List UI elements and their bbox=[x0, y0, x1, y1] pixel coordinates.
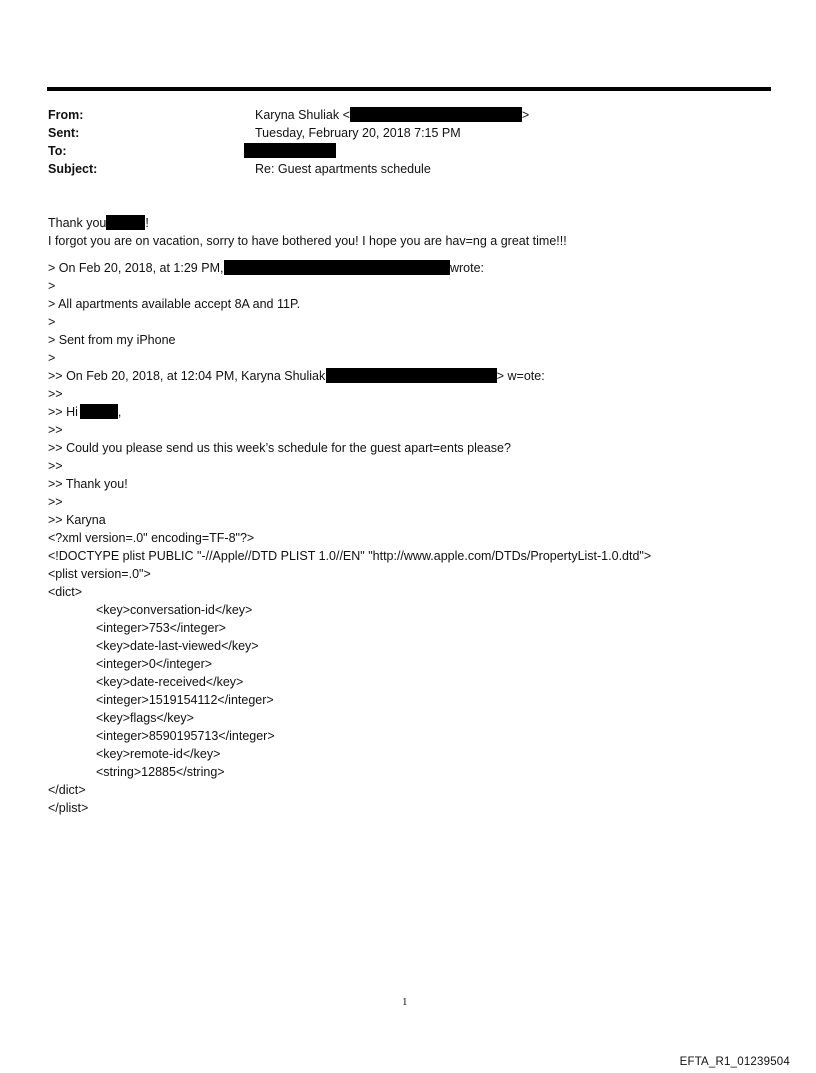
quote-line: > Sent from my iPhone bbox=[48, 333, 176, 347]
plist-line: <plist version=.0"> bbox=[48, 567, 151, 581]
quote-line: >> Karyna bbox=[48, 513, 106, 527]
from-name: Karyna Shuliak bbox=[255, 108, 340, 122]
subject-row bbox=[48, 160, 748, 178]
plist-line: <?xml version=.0" encoding=TF-8"?> bbox=[48, 531, 255, 545]
quote-line: >> bbox=[48, 459, 63, 473]
plist-entry: <key>date-received</key> bbox=[96, 675, 244, 689]
quote-line: >> Could you please send us this week’s schedule for the guest apart=ents please? bbox=[48, 441, 511, 455]
redaction-box bbox=[80, 404, 118, 419]
document-id: EFTA_R1_01239504 bbox=[679, 1056, 790, 1068]
redaction-box bbox=[106, 215, 145, 230]
page-number: 1 bbox=[402, 996, 408, 1008]
redaction-box bbox=[224, 260, 450, 275]
quote-text: >> Hi bbox=[48, 405, 78, 419]
quote-line: > bbox=[48, 279, 56, 293]
quote-text: > On Feb 20, 2018, at 1:29 PM, bbox=[48, 261, 224, 275]
body-line: I forgot you are on vacation, sorry to have bothered you! I hope you are hav=ng a great time!!! bbox=[48, 234, 567, 248]
header-rule bbox=[47, 87, 771, 91]
quote-text: > w=ote: bbox=[496, 369, 545, 383]
from-open-bracket: < bbox=[342, 108, 350, 122]
quote-text: , bbox=[117, 405, 122, 419]
quote-line bbox=[48, 403, 788, 421]
quote-line: > bbox=[48, 351, 56, 365]
quote-text: wrote: bbox=[449, 261, 484, 275]
plist-entry: <integer>0</integer> bbox=[96, 657, 213, 671]
sent-label: Sent: bbox=[48, 126, 80, 140]
quote-line: >> bbox=[48, 387, 63, 401]
plist-entry: <key>conversation-id</key> bbox=[96, 603, 253, 617]
email-header bbox=[48, 106, 748, 178]
plist-line: </plist> bbox=[48, 801, 89, 815]
sent-row bbox=[48, 124, 748, 142]
from-row bbox=[48, 106, 748, 124]
email-body bbox=[48, 214, 788, 817]
quote-line bbox=[48, 367, 788, 385]
plist-entry: <key>flags</key> bbox=[96, 711, 194, 725]
subject-value: Re: Guest apartments schedule bbox=[255, 162, 431, 176]
plist-entry: <key>date-last-viewed</key> bbox=[96, 639, 259, 653]
to-label: To: bbox=[48, 144, 67, 158]
plist-line: <!DOCTYPE plist PUBLIC "-//Apple//DTD PLIST 1.0//EN" "http://www.apple.com/DTDs/PropertyList-1.0.dtd"> bbox=[48, 549, 652, 563]
thank-you-end: ! bbox=[145, 216, 149, 230]
from-label: From: bbox=[48, 108, 84, 122]
redaction-box bbox=[350, 107, 522, 122]
quote-line bbox=[48, 259, 788, 277]
from-value bbox=[255, 106, 748, 124]
quote-line: >> bbox=[48, 423, 63, 437]
quote-line: >> bbox=[48, 495, 63, 509]
quote-line: > All apartments available accept 8A and 11P. bbox=[48, 297, 301, 311]
quote-line: > bbox=[48, 315, 56, 329]
quote-text: >> On Feb 20, 2018, at 12:04 PM, Karyna Shuliak bbox=[48, 369, 326, 383]
plist-entry: <key>remote-id</key> bbox=[96, 747, 221, 761]
plist-entry: <integer>8590195713</integer> bbox=[96, 729, 275, 743]
quote-line: >> Thank you! bbox=[48, 477, 128, 491]
plist-line: </dict> bbox=[48, 783, 86, 797]
from-close-bracket: > bbox=[521, 108, 530, 122]
plist-entry: <string>12885</string> bbox=[96, 765, 225, 779]
subject-label: Subject: bbox=[48, 162, 98, 176]
plist-entry: <integer>753</integer> bbox=[96, 621, 226, 635]
thank-you-text: Thank you bbox=[48, 216, 107, 230]
to-row bbox=[48, 142, 748, 160]
body-line bbox=[48, 214, 788, 232]
redaction-box bbox=[244, 143, 336, 158]
plist-entry: <integer>1519154112</integer> bbox=[96, 693, 274, 707]
sent-value: Tuesday, February 20, 2018 7:15 PM bbox=[255, 126, 461, 140]
to-value bbox=[255, 142, 748, 160]
redaction-box bbox=[326, 368, 497, 383]
plist-line: <dict> bbox=[48, 585, 83, 599]
